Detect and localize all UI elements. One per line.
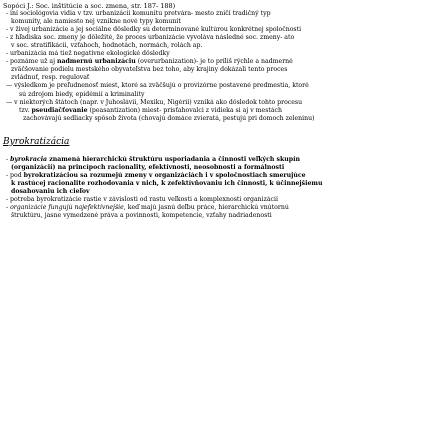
- bureau-line-4: k rastúcej racionalite rozhodovania v nich, k zefektívňovaniu ich činnosti, k účinnejšiemu: [11, 179, 323, 187]
- bureau-l1-rest: znamená hierarchickú štruktúru usporiadania a činnosti veľkých skupín: [47, 155, 300, 163]
- bureau-line-5: dosahovaniu ich cieľov: [11, 187, 90, 195]
- bureau-l7-term: organizácie fungujú najefektívnejšie: [10, 203, 124, 211]
- bureau-l7-prefix: -: [6, 203, 11, 211]
- result-line-1: — výsledkom je preľudnenosť miest, ktoré sa zväčšujú o provizórne postavené predmestia, ktoré: [6, 82, 309, 90]
- pseudo-term: pseudiačťovanie: [31, 106, 88, 114]
- overurbanization-line-2: zväčšovanie podielu mestského obyvateľstva bez toho, aby krajiny dokázali tento proces: [11, 66, 288, 74]
- bureau-line-7: [3, 204, 443, 212]
- overurbanization-line-1: [3, 58, 443, 66]
- bureau-l7-rest: , keď majú jasnú deľbu práce, hierarchickú vnútornú: [123, 203, 289, 211]
- bureau-l3-prefix: - pod: [6, 171, 24, 179]
- overurbanization-term: nadmernú urbanizáciu: [56, 58, 136, 66]
- result-line-5: zachovávajú sedliacky spôsob života (chovajú domáce zvieratá, pestujú pri domoch zeleninu): [23, 114, 315, 122]
- bureau-line-3: [3, 172, 443, 180]
- overurbanization-line-3: zvládnuť, resp. regulovať: [11, 74, 90, 82]
- result-line-2: sú zdrojom biedy, epidémií a kriminality: [19, 90, 145, 98]
- bureau-line-2: (organizácií) na princípoch racionality, efektívnosti, neosobnosti a formálnosti: [11, 163, 285, 171]
- overurbanization-rest: (overurbanization)- je to príliš rýchle a nadmerné: [135, 58, 293, 66]
- bureau-line-1: [3, 156, 443, 164]
- section-title-bureaucratization: Byrokratizácia: [3, 136, 70, 147]
- result-line-4: [3, 107, 443, 115]
- bureau-l3-rest: sa rozumejú zmeny v organizáciách i v spoločnostiach smerujúce: [78, 171, 306, 179]
- urbanization-line-1: - iní sociológovia vidia v tzv. urbanizácii komunitu pretvára- mesto zničí tradičný typ: [6, 10, 271, 18]
- urbanization-line-2: komunity, ale namiesto nej vznikne nové typy komunít: [11, 18, 181, 26]
- pseudo-prefix: tzv.: [19, 106, 32, 114]
- overurbanization-prefix: - poznáme už aj: [6, 58, 57, 66]
- bureau-l3-term: byrokratizáciou: [23, 171, 79, 179]
- bureau-l1-prefix: -: [6, 155, 11, 163]
- result-line-3: — v niektorých štátoch (napr. v Juhoslávii, Mexiku, Nigérii) vzniká ako dôsledok tohto procesu: [6, 98, 303, 106]
- urbanization-line-5: v soc. stratifikácii, vzťahoch, hodnotách, normách, rolách ap.: [11, 42, 203, 50]
- bureau-line-6: - potreba byrokratizácie rastie v závislosti od rastu veľkosti a komplexnosti organizácií: [6, 195, 278, 203]
- urbanization-line-3: - v živej urbanizácie a jej sociálne dôsledky sú determinované kultúrou konkrétnej spoločnosti: [6, 26, 302, 34]
- urbanization-line-4: - z hľadiska soc. zmeny je dôležité, že proces urbanizácie vyvoláva následné soc. zmeny- ato: [6, 34, 295, 42]
- pseudo-rest: (peasantization) miest- prisťahovalci z vidieka si aj v mestách: [87, 106, 282, 114]
- source-reference: Sopóci J.: Soc. inštitúcie a soc. zmena, str. 187- 188): [3, 2, 176, 10]
- bureau-line-8: štruktúru, jasne vymedzené práva a povinnosti, kompetencie, vzťahy nadriadenosti: [11, 212, 272, 220]
- urbanization-line-6: - urbanizácia má tiež negatívne ekologické dôsledky: [6, 50, 170, 58]
- bureau-l1-term: byrokracia: [10, 155, 48, 163]
